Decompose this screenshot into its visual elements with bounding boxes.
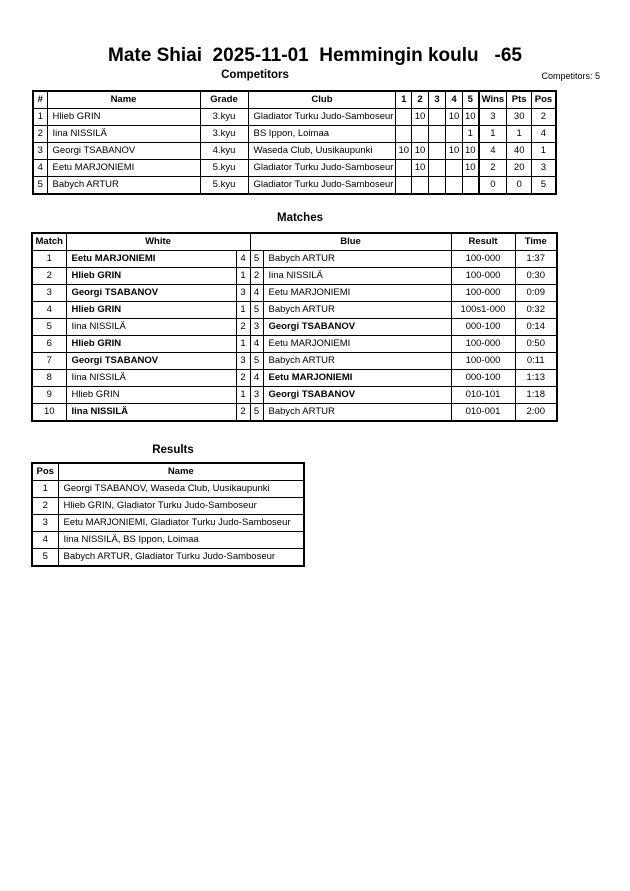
competitor-club: Gladiator Turku Judo-Samboseur: [248, 177, 396, 195]
col-header-num: #: [33, 91, 47, 109]
blue-competitor: Eetu MARJONIEMI: [263, 336, 451, 353]
competitor-number: 3: [33, 143, 47, 160]
match-number: 5: [32, 319, 66, 336]
white-competitor: Iina NISSILÄ: [66, 370, 236, 387]
competitor-row: [33, 109, 556, 126]
blue-number: 4: [250, 336, 263, 353]
blue-competitor: Eetu MARJONIEMI: [263, 285, 451, 302]
blue-competitor: Babych ARTUR: [263, 251, 451, 268]
white-competitor: Hlieb GRIN: [66, 268, 236, 285]
col-header-wins: Wins: [479, 91, 507, 109]
competitor-score-1: [396, 177, 412, 195]
match-time: 2:00: [515, 404, 557, 422]
competitor-club: Waseda Club, Uusikaupunki: [248, 143, 396, 160]
result-position: 3: [32, 515, 58, 532]
competitor-position: 1: [532, 143, 556, 160]
match-number: 1: [32, 251, 66, 268]
result-position: 4: [32, 532, 58, 549]
white-competitor: Georgi TSABANOV: [66, 285, 236, 302]
competitor-position: 4: [532, 126, 556, 143]
match-row: [32, 336, 557, 353]
blue-competitor: Georgi TSABANOV: [263, 387, 451, 404]
white-competitor: Georgi TSABANOV: [66, 353, 236, 370]
competitor-row: [33, 160, 556, 177]
competitor-score-5: 10: [463, 143, 479, 160]
blue-number: 5: [250, 353, 263, 370]
competitor-number: 5: [33, 177, 47, 195]
blue-competitor: Babych ARTUR: [263, 353, 451, 370]
match-result: 100-000: [451, 353, 515, 370]
competitors-heading: Competitors: [221, 69, 289, 81]
col-header-club: Club: [248, 91, 396, 109]
blue-number: 3: [250, 387, 263, 404]
competitor-score-4: [446, 177, 463, 195]
blue-competitor: Iina NISSILÄ: [263, 268, 451, 285]
result-name: Iina NISSILÄ, BS Ippon, Loimaa: [58, 532, 304, 549]
match-result: 010-001: [451, 404, 515, 422]
competitor-score-1: [396, 160, 412, 177]
col-header-grade: Grade: [200, 91, 248, 109]
competitor-grade: 3.kyu: [200, 126, 248, 143]
competitor-number: 2: [33, 126, 47, 143]
match-result: 000-100: [451, 319, 515, 336]
competitor-wins: 3: [479, 109, 507, 126]
competitor-score-3: [429, 160, 446, 177]
match-number: 2: [32, 268, 66, 285]
competitor-score-3: [429, 177, 446, 195]
white-number: 2: [236, 370, 250, 387]
match-time: 0:14: [515, 319, 557, 336]
competitor-score-2: [412, 177, 429, 195]
competitor-score-5: 1: [463, 126, 479, 143]
blue-number: 2: [250, 268, 263, 285]
blue-number: 4: [250, 285, 263, 302]
competitor-number: 4: [33, 160, 47, 177]
competitor-score-3: [429, 143, 446, 160]
white-number: 1: [236, 268, 250, 285]
white-competitor: Hlieb GRIN: [66, 387, 236, 404]
col-header-match: Match: [32, 233, 66, 251]
competitor-points: 0: [507, 177, 532, 195]
match-row: [32, 302, 557, 319]
competitor-score-3: [429, 126, 446, 143]
result-name: Babych ARTUR, Gladiator Turku Judo-Samboseur: [58, 549, 304, 567]
competitor-name: Georgi TSABANOV: [47, 143, 200, 160]
match-time: 1:13: [515, 370, 557, 387]
match-time: 1:37: [515, 251, 557, 268]
competitor-name: Hlieb GRIN: [47, 109, 200, 126]
competitor-score-4: [446, 160, 463, 177]
match-row: [32, 268, 557, 285]
competitor-score-5: 10: [463, 160, 479, 177]
competitor-points: 30: [507, 109, 532, 126]
results-table: [31, 462, 305, 567]
match-time: 0:50: [515, 336, 557, 353]
competitor-score-2: 10: [412, 160, 429, 177]
match-number: 6: [32, 336, 66, 353]
result-position: 2: [32, 498, 58, 515]
match-row: [32, 387, 557, 404]
col-header-score-3: 3: [429, 91, 446, 109]
white-number: 2: [236, 404, 250, 422]
page-title: Mate Shiai 2025-11-01 Hemmingin koulu -65: [108, 45, 522, 66]
white-number: 3: [236, 285, 250, 302]
match-row: [32, 353, 557, 370]
competitor-wins: 1: [479, 126, 507, 143]
competitor-score-1: [396, 126, 412, 143]
competitor-wins: 0: [479, 177, 507, 195]
col-header-pts: Pts: [507, 91, 532, 109]
match-number: 7: [32, 353, 66, 370]
competitor-name: Iina NISSILÄ: [47, 126, 200, 143]
match-result: 100s1-000: [451, 302, 515, 319]
competitor-grade: 4.kyu: [200, 143, 248, 160]
result-name: Georgi TSABANOV, Waseda Club, Uusikaupunki: [58, 481, 304, 498]
col-header-score-1: 1: [396, 91, 412, 109]
col-header-score-5: 5: [463, 91, 479, 109]
competitor-score-1: 10: [396, 143, 412, 160]
match-number: 9: [32, 387, 66, 404]
result-name: Eetu MARJONIEMI, Gladiator Turku Judo-Samboseur: [58, 515, 304, 532]
competitor-score-3: [429, 109, 446, 126]
col-header-pos: Pos: [32, 463, 58, 481]
col-header-blue: Blue: [250, 233, 451, 251]
results-header-row: [32, 463, 304, 481]
col-header-time: Time: [515, 233, 557, 251]
match-row: [32, 251, 557, 268]
competitor-score-4: 10: [446, 143, 463, 160]
match-number: 10: [32, 404, 66, 422]
col-header-white: White: [66, 233, 250, 251]
competitor-score-5: 10: [463, 109, 479, 126]
competitor-points: 40: [507, 143, 532, 160]
blue-number: 5: [250, 251, 263, 268]
competitor-score-4: [446, 126, 463, 143]
competitor-club: Gladiator Turku Judo-Samboseur: [248, 160, 396, 177]
white-competitor: Iina NISSILÄ: [66, 404, 236, 422]
matches-table: [31, 232, 558, 422]
blue-competitor: Babych ARTUR: [263, 302, 451, 319]
results-heading: Results: [152, 444, 194, 456]
result-name: Hlieb GRIN, Gladiator Turku Judo-Samboseur: [58, 498, 304, 515]
match-time: 1:18: [515, 387, 557, 404]
competitor-number: 1: [33, 109, 47, 126]
match-row: [32, 319, 557, 336]
match-number: 8: [32, 370, 66, 387]
match-row: [32, 370, 557, 387]
match-row: [32, 404, 557, 422]
col-header-name: Name: [58, 463, 304, 481]
competitor-club: BS Ippon, Loimaa: [248, 126, 396, 143]
white-competitor: Hlieb GRIN: [66, 336, 236, 353]
matches-heading: Matches: [276, 212, 324, 224]
competitor-score-4: 10: [446, 109, 463, 126]
competitors-header-row: [33, 91, 556, 109]
white-competitor: Hlieb GRIN: [66, 302, 236, 319]
competitor-grade: 5.kyu: [200, 177, 248, 195]
competitor-score-5: [463, 177, 479, 195]
match-result: 100-000: [451, 251, 515, 268]
result-row: [32, 532, 304, 549]
competitor-grade: 3.kyu: [200, 109, 248, 126]
white-number: 1: [236, 387, 250, 404]
competitor-name: Eetu MARJONIEMI: [47, 160, 200, 177]
match-number: 4: [32, 302, 66, 319]
matches-header-row: [32, 233, 557, 251]
competitor-row: [33, 177, 556, 195]
white-number: 4: [236, 251, 250, 268]
competitor-row: [33, 126, 556, 143]
competitor-wins: 4: [479, 143, 507, 160]
white-competitor: Eetu MARJONIEMI: [66, 251, 236, 268]
competitor-name: Babych ARTUR: [47, 177, 200, 195]
match-time: 0:30: [515, 268, 557, 285]
white-number: 3: [236, 353, 250, 370]
match-time: 0:11: [515, 353, 557, 370]
competitor-row: [33, 143, 556, 160]
match-time: 0:09: [515, 285, 557, 302]
col-header-score-4: 4: [446, 91, 463, 109]
competitor-points: 20: [507, 160, 532, 177]
match-result: 010-101: [451, 387, 515, 404]
blue-number: 5: [250, 404, 263, 422]
white-number: 1: [236, 336, 250, 353]
blue-number: 3: [250, 319, 263, 336]
competitor-grade: 5.kyu: [200, 160, 248, 177]
competitor-score-2: [412, 126, 429, 143]
competitor-wins: 2: [479, 160, 507, 177]
blue-competitor: Babych ARTUR: [263, 404, 451, 422]
result-position: 5: [32, 549, 58, 567]
competitor-points: 1: [507, 126, 532, 143]
competitor-score-1: [396, 109, 412, 126]
competitor-club: Gladiator Turku Judo-Samboseur: [248, 109, 396, 126]
white-competitor: Iina NISSILÄ: [66, 319, 236, 336]
match-row: [32, 285, 557, 302]
result-row: [32, 515, 304, 532]
result-position: 1: [32, 481, 58, 498]
match-result: 000-100: [451, 370, 515, 387]
blue-number: 4: [250, 370, 263, 387]
match-number: 3: [32, 285, 66, 302]
blue-competitor: Eetu MARJONIEMI: [263, 370, 451, 387]
white-number: 1: [236, 302, 250, 319]
competitor-position: 5: [532, 177, 556, 195]
competitors-table: [32, 90, 557, 195]
col-header-pos: Pos: [532, 91, 556, 109]
competitor-position: 3: [532, 160, 556, 177]
match-time: 0:32: [515, 302, 557, 319]
result-row: [32, 549, 304, 567]
blue-number: 5: [250, 302, 263, 319]
result-row: [32, 481, 304, 498]
result-row: [32, 498, 304, 515]
match-result: 100-000: [451, 336, 515, 353]
col-header-result: Result: [451, 233, 515, 251]
match-result: 100-000: [451, 268, 515, 285]
competitors-count: Competitors: 5: [541, 71, 600, 81]
competitor-score-2: 10: [412, 109, 429, 126]
match-result: 100-000: [451, 285, 515, 302]
white-number: 2: [236, 319, 250, 336]
blue-competitor: Georgi TSABANOV: [263, 319, 451, 336]
col-header-score-2: 2: [412, 91, 429, 109]
competitor-position: 2: [532, 109, 556, 126]
competitor-score-2: 10: [412, 143, 429, 160]
col-header-name: Name: [47, 91, 200, 109]
